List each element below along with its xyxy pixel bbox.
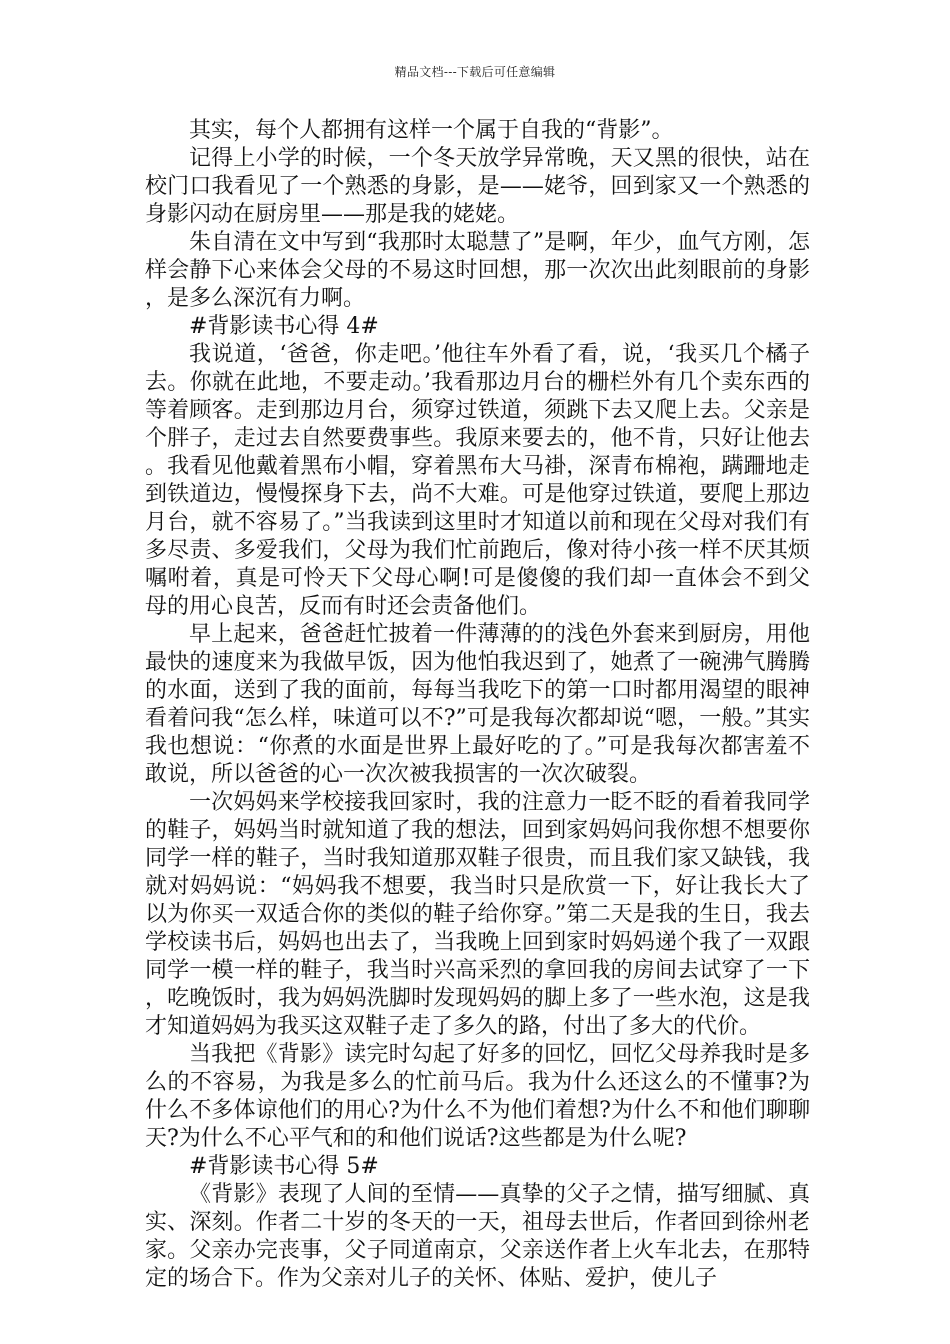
section-heading-5: #背影读书心得 5# bbox=[189, 1154, 379, 1179]
paragraph-shoes: 一次妈妈来学校接我回家时，我的注意力一眨不眨的看着我同学的鞋子，妈妈当时就知道了我的想法，回到家妈妈问我你想不想要你同学一样的鞋子，当时我知道那双鞋子很贵，而且我们家又缺钱，我就对妈妈说：“妈妈我不想要，我当时只是欣赏一下，好让我长大了以为你买一双适合你的类似的鞋子给你穿。”第二天是我的生日，我去学校读书后，妈妈也出去了，当我晚上回到家时妈妈递个我了一双跟同学一模一样的鞋子，我当时兴高采烈的拿回我的房间去试穿了一下，吃晚饭时，我为妈妈洗脚时发现妈妈的脚上多了一些水泡，这是我才知道妈妈为我买这双鞋子走了多久的路，付出了多大的代价。 bbox=[145, 790, 810, 1039]
paragraph-breakfast: 早上起来，爸爸赶忙披着一件薄薄的的浅色外套来到厨房，用他最快的速度来为我做早饭，因为他怕我迟到了，她煮了一碗沸气腾腾的水面，送到了我的面前，每每当我吃下的第一口时都用渴望的眼神看着问我“怎么样，味道可以不?”可是我每次都却说“嗯，一般。”其实我也想说：“你煮的水面是世界上最好吃的了。”可是我每次都害羞不敢说，所以爸爸的心一次次被我损害的一次次破裂。 bbox=[145, 622, 810, 787]
paragraph-beiying-summary: 《背影》表现了人间的至情——真挚的父子之情，描写细腻、真实、深刻。作者二十岁的冬天的一天，祖母去世后，作者回到徐州老家。父亲办完丧事，父子同道南京，父亲送作者上火车北去，在那特定的场合下。作为父亲对儿子的关怀、体贴、爱护，使儿子 bbox=[145, 1182, 810, 1291]
paragraph-reflection: 当我把《背影》读完时勾起了好多的回忆，回忆父母养我时是多么的不容易，为我是多么的忙前马后。我为什么还这么的不懂事?为什么不多体谅他们的用心?为什么不为他们着想?为什么不和他们聊聊天?为什么不心平气和的和他们说话?这些都是为什么呢? bbox=[145, 1042, 810, 1151]
paragraph-zhu-ziqing: 朱自清在文中写到“我那时太聪慧了”是啊，年少，血气方刚，怎样会静下心来体会父母的不易这时回想，那一次次出此刻眼前的身影，是多么深沉有力啊。 bbox=[145, 230, 810, 311]
page-header: 精品文档---下载后可任意编辑 bbox=[394, 65, 556, 79]
paragraph-quote-oranges: 我说道，‘爸爸，你走吧。’他往车外看了看，说，‘我买几个橘子去。你就在此地，不要走动。’我看那边月台的栅栏外有几个卖东西的等着顾客。走到那边月台，须穿过铁道，须跳下去又爬上去。父亲是个胖子，走过去自然要费事些。我原来要去的，他不肯，只好让他去。我看见他戴着黑布小帽，穿着黑布大马褂，深青布棉袍，蹒跚地走到铁道边，慢慢探身下去，尚不大难。可是他穿过铁道，要爬上那边月台，就不容易了。”当我读到这里时才知道以前和现在父母对我们有多尽责、多爱我们，父母为我们忙前跑后，像对待小孩一样不厌其烦嘱咐着，真是可怜天下父母心啊!可是傻傻的我们却一直体会不到父母的用心良苦，反而有时还会责备他们。 bbox=[145, 342, 810, 619]
paragraph-intro: 其实，每个人都拥有这样一个属于自我的“背影”。 bbox=[189, 118, 674, 143]
section-heading-4: #背影读书心得 4# bbox=[189, 314, 379, 339]
document-body bbox=[145, 117, 810, 1293]
paragraph-grandparents: 记得上小学的时候，一个冬天放学异常晚，天又黑的很快，站在校门口我看见了一个熟悉的身影，是——姥爷，回到家又一个熟悉的身影闪动在厨房里——那是我的姥姥。 bbox=[145, 146, 810, 227]
